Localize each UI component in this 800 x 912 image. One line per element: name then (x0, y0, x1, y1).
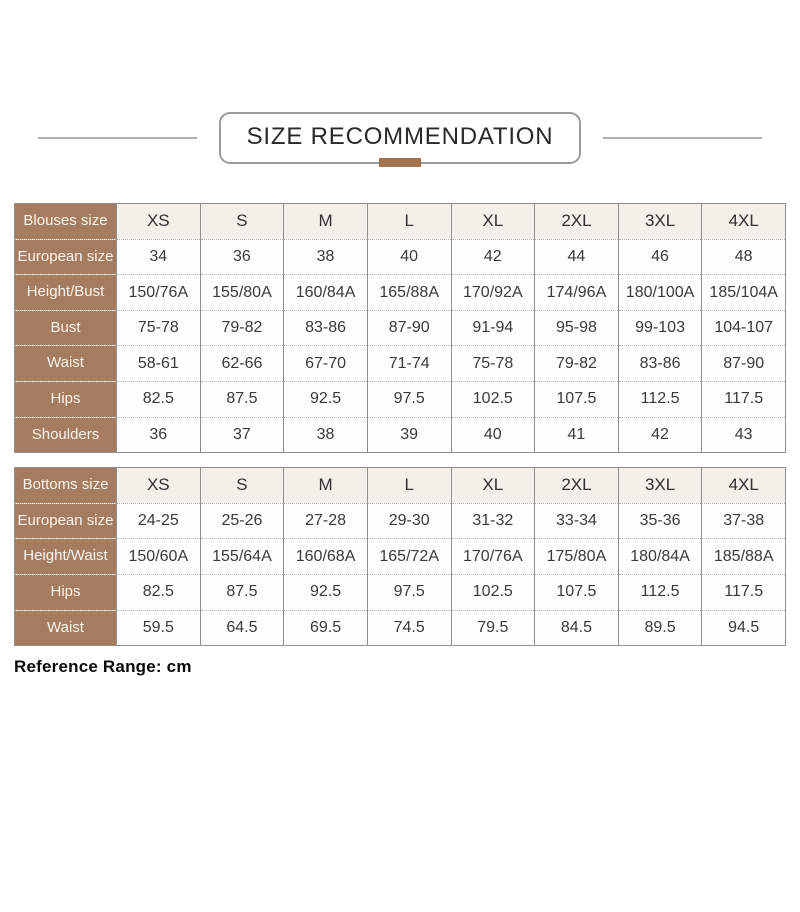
page-title: SIZE RECOMMENDATION (246, 123, 554, 150)
table-row (15, 275, 786, 311)
size-cell: 82.5 (117, 574, 201, 610)
size-cell: 87-90 (367, 310, 451, 346)
size-cell: 117.5 (702, 574, 786, 610)
size-cell: 89.5 (618, 610, 702, 646)
row-label: Waist (15, 610, 117, 646)
size-cell: 39 (367, 417, 451, 453)
size-cell: 69.5 (284, 610, 368, 646)
row-label: European size (15, 239, 117, 275)
size-cell: 43 (702, 417, 786, 453)
size-cell: 48 (702, 239, 786, 275)
size-cell: 185/88A (702, 539, 786, 575)
size-cell: 75-78 (451, 346, 535, 382)
size-cell: 107.5 (535, 574, 619, 610)
size-cell: 44 (535, 239, 619, 275)
table-row (15, 503, 786, 539)
size-cell: 117.5 (702, 381, 786, 417)
size-cell: 35-36 (618, 503, 702, 539)
size-guide-page (0, 112, 800, 677)
size-cell: 155/80A (200, 275, 284, 311)
size-cell: 38 (284, 417, 368, 453)
size-cell: 33-34 (535, 503, 619, 539)
size-cell: 150/60A (117, 539, 201, 575)
row-label: Height/Bust (15, 275, 117, 311)
table-row (15, 539, 786, 575)
size-cell: 4XL (702, 468, 786, 504)
size-cell: 112.5 (618, 381, 702, 417)
decorative-line-left (38, 137, 197, 139)
size-cell: 36 (117, 417, 201, 453)
table-row (15, 239, 786, 275)
row-label: Bottoms size (15, 468, 117, 504)
size-cell: 59.5 (117, 610, 201, 646)
size-cell: 92.5 (284, 574, 368, 610)
size-cell: 92.5 (284, 381, 368, 417)
size-cell: 4XL (702, 204, 786, 240)
size-cell: 99-103 (618, 310, 702, 346)
size-cell: XL (451, 468, 535, 504)
size-cell: 87.5 (200, 381, 284, 417)
size-cell: 37 (200, 417, 284, 453)
size-cell: 42 (451, 239, 535, 275)
size-cell: 87.5 (200, 574, 284, 610)
table-row (15, 310, 786, 346)
size-cell: 102.5 (451, 381, 535, 417)
size-cell: 95-98 (535, 310, 619, 346)
size-cell: 84.5 (535, 610, 619, 646)
size-cell: 67-70 (284, 346, 368, 382)
bottoms-size-table (14, 467, 786, 646)
size-cell: 87-90 (702, 346, 786, 382)
size-cell: 40 (451, 417, 535, 453)
size-cell: 64.5 (200, 610, 284, 646)
size-cell: 174/96A (535, 275, 619, 311)
size-cell: L (367, 204, 451, 240)
size-cell: 180/100A (618, 275, 702, 311)
table-row (15, 574, 786, 610)
blouses-size-table (14, 203, 786, 453)
row-label: Height/Waist (15, 539, 117, 575)
size-cell: 58-61 (117, 346, 201, 382)
size-cell: 97.5 (367, 574, 451, 610)
size-cell: 170/76A (451, 539, 535, 575)
size-cell: 41 (535, 417, 619, 453)
size-cell: 27-28 (284, 503, 368, 539)
size-cell: 170/92A (451, 275, 535, 311)
size-cell: 38 (284, 239, 368, 275)
size-cell: 155/64A (200, 539, 284, 575)
table-row (15, 204, 786, 240)
size-cell: 31-32 (451, 503, 535, 539)
row-label: Blouses size (15, 204, 117, 240)
size-cell: XS (117, 204, 201, 240)
size-cell: S (200, 204, 284, 240)
size-cell: 3XL (618, 204, 702, 240)
size-cell: M (284, 468, 368, 504)
decorative-line-right (603, 137, 762, 139)
size-cell: 185/104A (702, 275, 786, 311)
size-cell: 91-94 (451, 310, 535, 346)
size-cell: 71-74 (367, 346, 451, 382)
size-cell: 83-86 (618, 346, 702, 382)
table-row (15, 381, 786, 417)
size-cell: L (367, 468, 451, 504)
size-cell: S (200, 468, 284, 504)
row-label: Hips (15, 381, 117, 417)
size-cell: 3XL (618, 468, 702, 504)
size-cell: 40 (367, 239, 451, 275)
size-cell: 107.5 (535, 381, 619, 417)
size-cell: 94.5 (702, 610, 786, 646)
size-cell: 75-78 (117, 310, 201, 346)
size-cell: 79.5 (451, 610, 535, 646)
row-label: Hips (15, 574, 117, 610)
size-cell: 25-26 (200, 503, 284, 539)
table-row (15, 468, 786, 504)
size-cell: 165/72A (367, 539, 451, 575)
row-label: European size (15, 503, 117, 539)
size-cell: 24-25 (117, 503, 201, 539)
title-banner (0, 112, 800, 164)
size-cell: 97.5 (367, 381, 451, 417)
size-cell: 36 (200, 239, 284, 275)
size-cell: 160/84A (284, 275, 368, 311)
size-cell: 42 (618, 417, 702, 453)
size-cell: 79-82 (535, 346, 619, 382)
table-row (15, 610, 786, 646)
reference-range-note: Reference Range: cm (14, 657, 192, 677)
size-cell: 102.5 (451, 574, 535, 610)
size-cell: 2XL (535, 204, 619, 240)
size-cell: XL (451, 204, 535, 240)
size-cell: 37-38 (702, 503, 786, 539)
size-cell: 180/84A (618, 539, 702, 575)
size-cell: 29-30 (367, 503, 451, 539)
size-cell: 46 (618, 239, 702, 275)
size-cell: 34 (117, 239, 201, 275)
title-accent-bar (379, 158, 421, 167)
row-label: Shoulders (15, 417, 117, 453)
page-title-box (219, 112, 582, 164)
size-cell: 104-107 (702, 310, 786, 346)
size-cell: M (284, 204, 368, 240)
size-cell: 150/76A (117, 275, 201, 311)
size-cell: 2XL (535, 468, 619, 504)
row-label: Bust (15, 310, 117, 346)
size-cell: 83-86 (284, 310, 368, 346)
row-label: Waist (15, 346, 117, 382)
size-cell: 112.5 (618, 574, 702, 610)
size-cell: 175/80A (535, 539, 619, 575)
size-cell: 74.5 (367, 610, 451, 646)
size-cell: 82.5 (117, 381, 201, 417)
size-cell: 79-82 (200, 310, 284, 346)
size-cell: 62-66 (200, 346, 284, 382)
size-cell: 165/88A (367, 275, 451, 311)
table-row (15, 346, 786, 382)
table-row (15, 417, 786, 453)
size-cell: XS (117, 468, 201, 504)
size-cell: 160/68A (284, 539, 368, 575)
